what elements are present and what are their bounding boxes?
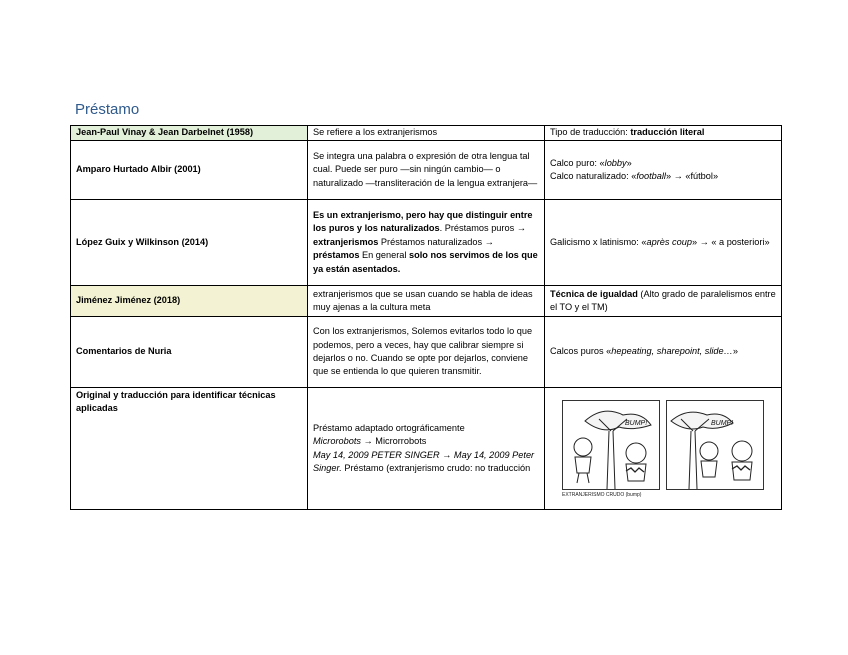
text: Préstamo (extranjerismo crudo: no traducción <box>341 462 531 473</box>
example-cell <box>545 286 782 317</box>
example-line <box>550 157 776 170</box>
italic-text: football <box>636 171 666 181</box>
text: . Préstamos puros → <box>439 223 526 234</box>
italic-text: après coup <box>646 236 692 247</box>
bold-text: Técnica de igualdad <box>550 288 638 299</box>
table-row <box>71 286 782 317</box>
definition-cell <box>308 200 545 286</box>
prestamo-table <box>70 125 782 510</box>
svg-text:BUMP!: BUMP! <box>711 420 734 427</box>
text: Galicismo x latinismo: « <box>550 236 647 247</box>
text: Tipo de traducción: <box>550 127 631 138</box>
table-row <box>71 317 782 388</box>
bold-text: extranjerismos <box>313 236 379 247</box>
text: » → «fútbol» <box>665 171 719 181</box>
text: (Alto grado de paralelismos entre el TO y el TM) <box>550 288 776 312</box>
author-cell: Jean-Paul Vinay & Jean Darbelnet (1958) <box>71 126 308 141</box>
page-title: Préstamo <box>75 101 140 118</box>
text: Calcos puros « <box>550 346 612 357</box>
example-cell <box>545 317 782 388</box>
table-row <box>71 388 782 510</box>
italic-text: lobby <box>604 157 627 168</box>
text: → Microrrobots <box>361 436 427 447</box>
example-cell <box>545 388 782 510</box>
text-line <box>313 435 539 448</box>
bold-text: préstamos <box>313 250 360 261</box>
italic-text: May 14, 2009 PETER SINGER → May 14, 2009 Peter Singer. <box>313 449 535 473</box>
example-cell <box>545 141 782 200</box>
text: Calco puro: « <box>550 157 605 168</box>
example-cell <box>545 126 782 141</box>
text: En general <box>359 250 410 261</box>
italic-text: hepeating, sharepoint, slide… <box>611 346 733 357</box>
text-line: Préstamo adaptado ortográficamente <box>313 422 465 433</box>
example-cell <box>545 200 782 286</box>
italic-text: Microrobots <box>313 436 361 447</box>
definition-cell: extranjerismos que se usan cuando se habla de ideas muy ajenas a la cultura meta <box>308 286 545 317</box>
svg-text:BUMP!: BUMP! <box>625 420 648 427</box>
comic-panel-1 <box>562 400 660 490</box>
author-cell: López Guix y Wilkinson (2014) <box>71 200 308 286</box>
table-row <box>71 200 782 286</box>
definition-cell: Se integra una palabra o expresión de otra lengua tal cual. Puede ser puro —sin ningún cambio— o naturalizado —transliteración de la lengua extranjera— <box>308 141 545 200</box>
comic-caption: EXTRANJERISMO CRUDO (bump) <box>562 492 642 498</box>
author-cell: Amparo Hurtado Albir (2001) <box>71 141 308 200</box>
author-cell: Jiménez Jiménez (2018) <box>71 286 308 317</box>
example-line <box>550 170 776 183</box>
comic-strip <box>562 398 764 490</box>
bold-text: traducción literal <box>630 127 705 138</box>
bold-text: solo nos servimos de los que ya están asentados. <box>313 250 538 274</box>
definition-cell: Con los extranjerismos, Solemos evitarlos todo lo que podemos, pero a veces, hay que calibrar siempre si dejarlos o no. Cuando se opte por dejarlos, conviene que se entienda lo que quieren transmitir. <box>308 317 545 388</box>
text: » <box>732 346 738 357</box>
author-cell: Original y traducción para identificar técnicas aplicadas <box>71 388 308 510</box>
comic-figure <box>550 398 776 499</box>
text: Préstamos naturalizados → <box>378 236 494 247</box>
comic-panel-2 <box>666 400 764 490</box>
text: Calco naturalizado: « <box>550 171 637 181</box>
table-row <box>71 141 782 200</box>
author-cell: Comentarios de Nuria <box>71 317 308 388</box>
table-row <box>71 126 782 141</box>
definition-cell: Se refiere a los extranjerismos <box>308 126 545 141</box>
text-line <box>313 449 539 476</box>
definition-cell <box>308 388 545 510</box>
bold-text: Es un extranjerismo, pero hay que distinguir entre los puros y los naturalizados <box>313 209 533 234</box>
text: » <box>626 157 632 168</box>
text: » → « a posteriori» <box>691 236 770 247</box>
